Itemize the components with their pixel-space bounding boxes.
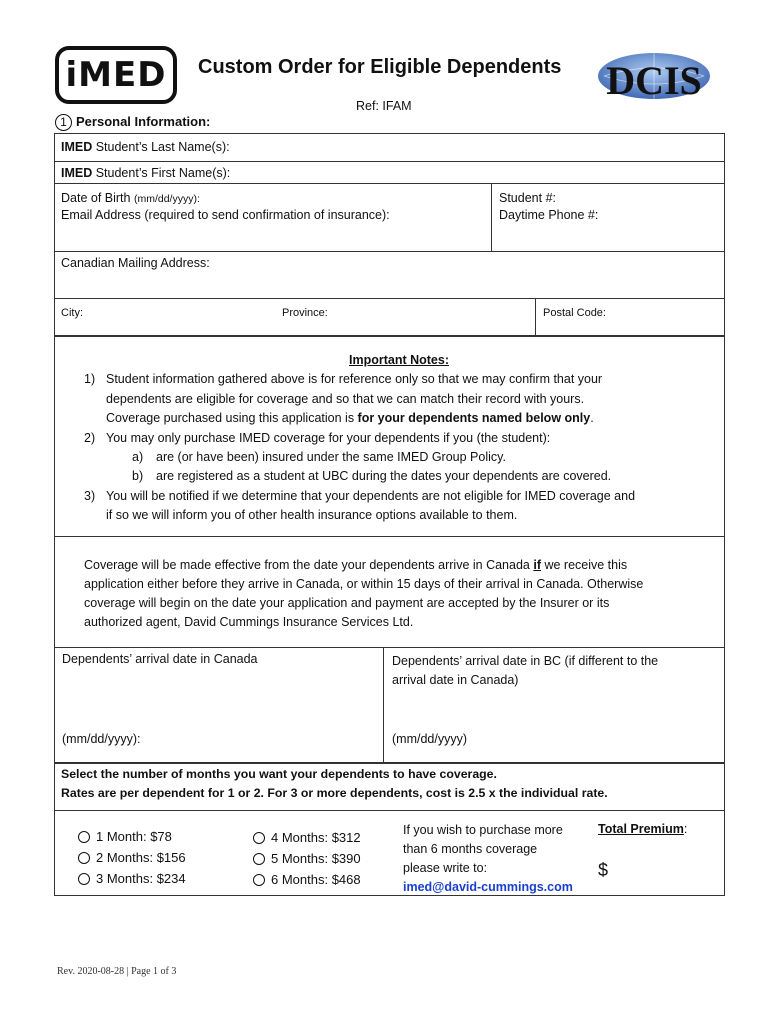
note-number: 3): [84, 488, 96, 503]
total-premium-input[interactable]: $: [598, 860, 609, 880]
note-2-line: You may only purchase IMED coverage for your dependents if you (the student):: [106, 430, 551, 445]
province-field[interactable]: [282, 307, 328, 319]
arrival-bc-field[interactable]: [392, 652, 658, 690]
daytime-phone-field[interactable]: [499, 208, 598, 222]
option-6-months[interactable]: 6 Months: $468: [253, 872, 361, 887]
notes-heading: Important Notes:: [349, 353, 449, 367]
personal-info-box: [54, 133, 725, 336]
imed-logo: iMED: [55, 46, 177, 104]
last-name-label: Student’s Last Name(s):: [92, 140, 230, 154]
student-number-field[interactable]: [499, 191, 556, 205]
note-number: 2): [84, 430, 96, 445]
months-instruction-1: Select the number of months you want your dependents to have coverage.: [61, 767, 497, 781]
coverage-paragraph: Coverage will be made effective from the date your dependents arrive in Canada if we receive this application either before they arrive in Canada, or within 15 days of their arrival in Canada. Otherwise coverage will begin on the date your application and payment are accepted by the Insurer or its authorized agent, David Cummings Insurance Services Ltd.: [84, 558, 644, 629]
option-1-month[interactable]: 1 Month: $78: [78, 829, 172, 844]
email-label: Email Address (required to send confirmation of insurance):: [61, 208, 390, 222]
dob-label: Date of Birth: [61, 191, 134, 205]
city-label: City:: [61, 307, 83, 319]
email-field[interactable]: [61, 208, 390, 222]
note-number: 1): [84, 372, 96, 387]
arrival-bc-label-1: Dependents’ arrival date in BC (if different to the: [392, 654, 659, 668]
radio-icon: [78, 852, 90, 864]
dcis-logo: [584, 52, 724, 104]
imed-label: IMED: [61, 166, 93, 180]
city-field[interactable]: [61, 307, 83, 319]
option-5-months[interactable]: 5 Months: $390: [253, 851, 361, 866]
section-label: Personal Information:: [76, 114, 211, 129]
note-1-line-3: Coverage purchased using this application is for your dependents named below only.: [106, 411, 594, 426]
more-months-note: If you wish to purchase more than 6 months coverage please write to: imed@david-cummings.com: [403, 821, 593, 897]
note-3-line-2: if so we will inform you of other health insurance options available to them.: [106, 508, 518, 523]
note-sub-number: b): [132, 469, 144, 484]
note-1-line-2: dependents are eligible for coverage and so that we can match their record with yours.: [106, 391, 585, 406]
option-3-months[interactable]: 3 Months: $234: [78, 871, 186, 886]
student-number-label: Student #:: [499, 191, 556, 205]
dcis-logo-text: DCIS: [606, 58, 702, 103]
important-notes: [84, 351, 714, 526]
note-3-line-1: You will be notified if we determine that your dependents are not eligible for IMED coverage and: [106, 488, 636, 503]
arrival-bc-label-2: arrival date in Canada): [392, 673, 519, 687]
imed-label: IMED: [61, 140, 93, 154]
mailing-address-label: Canadian Mailing Address:: [61, 256, 210, 270]
radio-icon: [78, 831, 90, 843]
radio-icon: [253, 874, 265, 886]
arrival-bc-format: (mm/dd/yyyy): [392, 732, 467, 746]
province-label: Province:: [282, 307, 328, 319]
radio-icon: [253, 832, 265, 844]
page-footer: Rev. 2020-08-28 | Page 1 of 3: [57, 966, 177, 977]
date-of-birth-field[interactable]: [61, 191, 200, 205]
section-number: 1: [55, 114, 72, 131]
contact-email-link[interactable]: imed@david-cummings.com: [403, 880, 573, 894]
radio-icon: [78, 873, 90, 885]
total-premium-label: Total Premium:: [598, 822, 688, 836]
mailing-address-field[interactable]: [61, 256, 210, 270]
reference-code: Ref: IFAM: [356, 99, 412, 113]
phone-label: Daytime Phone #:: [499, 208, 599, 222]
months-instruction-2: Rates are per dependent for 1 or 2. For 3 or more dependents, cost is 2.5 x the individual rate.: [61, 786, 608, 800]
note-sub-number: a): [132, 450, 144, 465]
note-2a: are (or have been) insured under the same IMED Group Policy.: [156, 450, 506, 465]
radio-icon: [253, 853, 265, 865]
arrival-canada-field[interactable]: [62, 652, 258, 666]
first-name-field[interactable]: [61, 166, 230, 180]
section-personal-information: [55, 114, 210, 131]
first-name-label: Student’s First Name(s):: [92, 166, 231, 180]
note-1-line-1: Student information gathered above is for reference only so that we may confirm that your: [106, 372, 603, 387]
postal-code-field[interactable]: [543, 307, 606, 319]
note-2b: are registered as a student at UBC during the dates your dependents are covered.: [156, 469, 612, 484]
dob-format: (mm/dd/yyyy):: [133, 193, 200, 205]
postal-code-label: Postal Code:: [543, 307, 606, 319]
option-4-months[interactable]: 4 Months: $312: [253, 830, 361, 845]
option-2-months[interactable]: 2 Months: $156: [78, 850, 186, 865]
page-title: Custom Order for Eligible Dependents: [198, 56, 562, 78]
arrival-canada-label: Dependents’ arrival date in Canada: [62, 652, 258, 666]
arrival-canada-format: (mm/dd/yyyy):: [62, 732, 141, 746]
last-name-field[interactable]: [61, 140, 230, 154]
